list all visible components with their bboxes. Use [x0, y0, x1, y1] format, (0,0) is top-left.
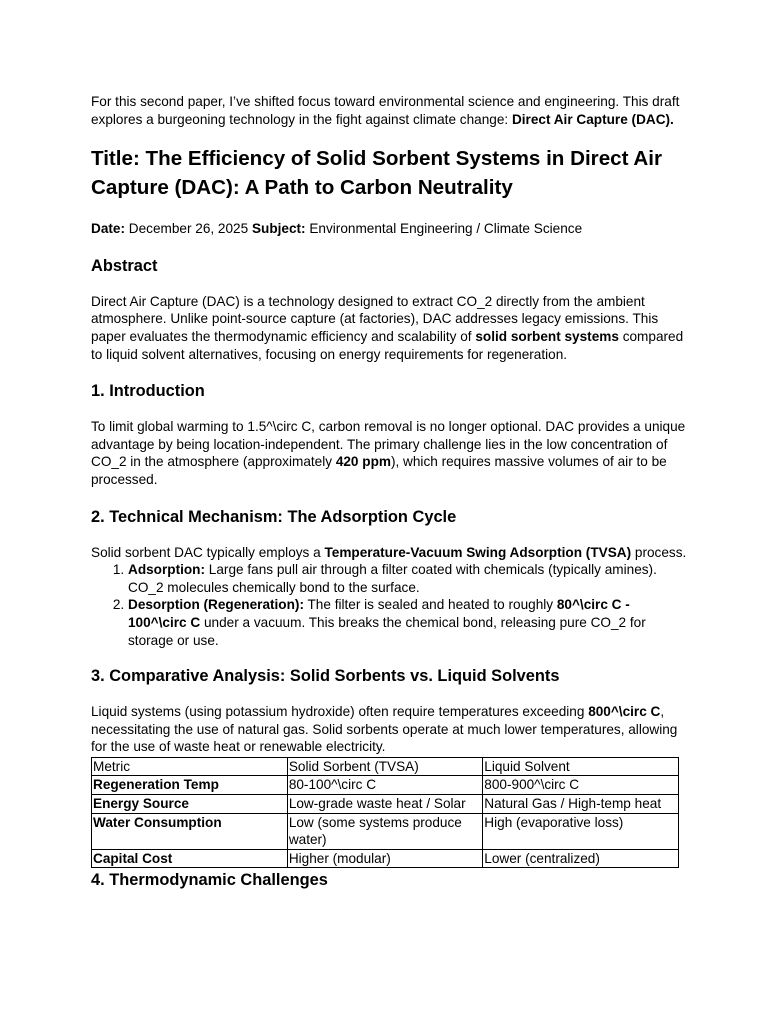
table-cell: 800-900^\circ C	[483, 776, 679, 795]
table-cell: Higher (modular)	[287, 849, 482, 868]
list-item	[128, 596, 687, 649]
table-cell-metric	[92, 813, 288, 849]
abstract-bold: solid sorbent systems	[475, 328, 619, 344]
step-1-text: Large fans pull air through a filter coated with chemicals (typically amines). CO_2 molecules chemically bond to the surface.	[128, 562, 657, 595]
comparison-bold: 800^\circ C	[588, 704, 661, 720]
document-page	[91, 93, 687, 891]
introduction-bold: 420 ppm	[335, 454, 391, 470]
table-cell: High (evaporative loss)	[483, 813, 679, 849]
table-row	[92, 795, 679, 814]
mechanism-text-before: Solid sorbent DAC typically employs a	[91, 544, 325, 560]
metric-label: Water Consumption	[93, 814, 222, 830]
table-header-cell: Liquid Solvent	[483, 757, 679, 776]
table-header-cell: Solid Sorbent (TVSA)	[287, 757, 482, 776]
abstract-paragraph	[91, 293, 687, 363]
paper-title: Title: The Efficiency of Solid Sorbent Systems in Direct Air Capture (DAC): A Path to Carbon Neutrality	[91, 147, 663, 199]
intro-bold: Direct Air Capture (DAC).	[511, 111, 674, 127]
table-cell: Lower (centralized)	[483, 849, 679, 868]
table-cell-metric	[92, 776, 288, 795]
comparison-text-before: Liquid systems (using potassium hydroxide) often require temperatures exceeding	[91, 704, 589, 720]
table-cell-metric	[92, 849, 288, 868]
metric-label: Energy Source	[93, 796, 189, 812]
comparison-heading: 3. Comparative Analysis: Solid Sorbents vs. Liquid Solvents	[91, 667, 560, 686]
table-row	[92, 849, 679, 868]
table-cell: Low-grade waste heat / Solar	[287, 795, 482, 814]
mechanism-heading: 2. Technical Mechanism: The Adsorption Cycle	[91, 507, 457, 526]
intro-paragraph	[91, 93, 687, 128]
comparison-table	[91, 757, 679, 869]
introduction-heading: 1. Introduction	[91, 382, 205, 401]
mechanism-text-after: process.	[631, 544, 687, 560]
meta-line	[91, 220, 687, 238]
abstract-heading: Abstract	[91, 256, 158, 275]
thermo-heading: 4. Thermodynamic Challenges	[91, 871, 328, 890]
abstract-text-before: Direct Air Capture (DAC) is a technology designed to extract CO_2 directly from the ambient atmosphere. Unlike point-source capture (at factories), DAC addresses legacy emissions. This paper evaluates the thermodynamic efficiency and scalability of	[91, 293, 659, 344]
intro-text: For this second paper, I’ve shifted focus toward environmental science and engineering. This draft explores a burgeoning technology in the fight against climate change:	[91, 94, 680, 127]
table-cell: Low (some systems produce water)	[287, 813, 482, 849]
step-2-bold-temp: 80^\circ C - 100^\circ C	[128, 597, 630, 630]
list-item	[128, 561, 687, 596]
comparison-paragraph	[91, 703, 687, 756]
mechanism-paragraph	[91, 544, 687, 562]
introduction-text-after: ), which requires massive volumes of air to be processed.	[91, 454, 667, 487]
date-value: December 26, 2025	[125, 221, 252, 237]
table-cell: 80-100^\circ C	[287, 776, 482, 795]
table-row	[92, 813, 679, 849]
date-label: Date:	[91, 221, 125, 237]
subject-label: Subject:	[251, 221, 306, 237]
step-1-bold: Adsorption:	[128, 562, 206, 578]
abstract-text-after: compared to liquid solvent alternatives, focusing on energy requirements for regeneration.	[91, 328, 684, 362]
table-header-cell: Metric	[92, 757, 288, 776]
metric-label: Regeneration Temp	[93, 777, 219, 793]
table-header-row	[92, 757, 679, 776]
step-2-text-after: under a vacuum. This breaks the chemical bond, releasing pure CO_2 for storage or use.	[128, 614, 646, 648]
table-cell: Natural Gas / High-temp heat	[483, 795, 679, 814]
table-cell-metric	[92, 795, 288, 814]
step-2-text-before: The filter is sealed and heated to roughly	[303, 597, 557, 613]
mechanism-bold: Temperature-Vacuum Swing Adsorption (TVSA)	[324, 544, 632, 560]
table-row	[92, 776, 679, 795]
introduction-text-before: To limit global warming to 1.5^\circ C, carbon removal is no longer optional. DAC provides a unique advantage by being location-independent. The primary challenge lies in the low concentration of CO_2 in the atmosphere (approximately	[91, 419, 686, 470]
mechanism-steps-list	[91, 561, 687, 649]
subject-value: Environmental Engineering / Climate Science	[305, 221, 583, 237]
step-2-bold: Desorption (Regeneration):	[128, 597, 304, 613]
comparison-text-after: , necessitating the use of natural gas. Solid sorbents operate at much lower temperatures, allowing for the use of waste heat or renewable electricity.	[91, 704, 678, 755]
introduction-paragraph	[91, 418, 687, 488]
metric-label: Capital Cost	[93, 850, 173, 866]
